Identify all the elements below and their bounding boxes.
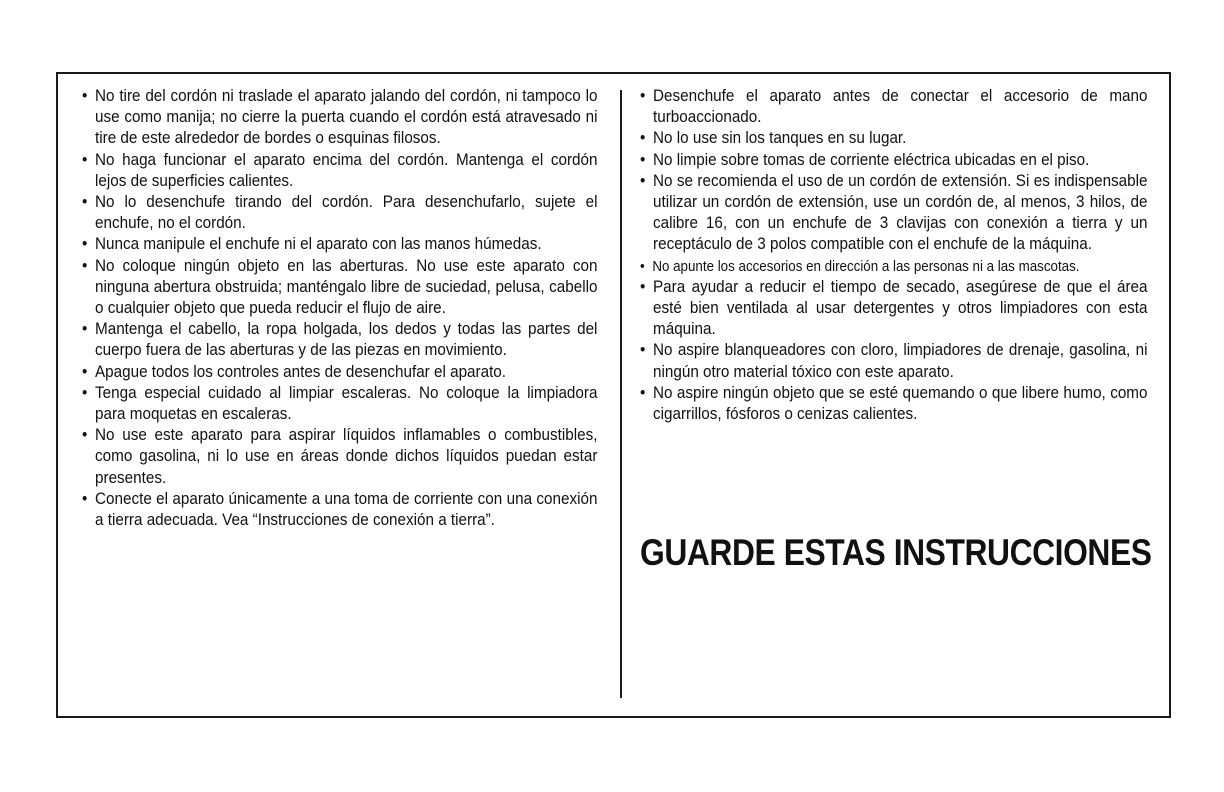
bullet-icon: • [640, 257, 645, 275]
list-item: • No coloque ningún objeto en las aberturas. No use este aparato con ninguna abertura obstruida; manténgalo libre de suciedad, pelusa, cabello o cualquier objeto que pueda reducir el flujo de aire. [82, 256, 598, 318]
bullet-icon: • [82, 489, 88, 508]
list-item: • No aspire blanqueadores con cloro, limpiadores de drenaje, gasolina, ni ningún otro material tóxico con este aparato. [640, 341, 1148, 381]
list-item: • No haga funcionar el aparato encima del cordón. Mantenga el cordón lejos de superficies calientes. [82, 150, 598, 190]
bullet-icon: • [640, 341, 646, 360]
list-item: • No tire del cordón ni traslade el aparato jalando del cordón, ni tampoco lo use como manija; no cierre la puerta cuando el cordón está atravesado ni tire de este alrededor de bordes o esquinas filosos. [82, 87, 598, 148]
list-item: • Para ayudar a reducir el tiempo de secado, asegúrese de que el área esté bien ventilada al usar detergentes y otros limpiadores con esta máquina. [640, 277, 1148, 339]
bullet-icon: • [82, 256, 88, 275]
bullet-icon: • [640, 277, 646, 296]
list-item: • Conecte el aparato únicamente a una toma de corriente con una conexión a tierra adecuada. Vea “Instrucciones de conexión a tierra”. [82, 489, 598, 530]
list-item: • No aspire ningún objeto que se esté quemando o que libere humo, como cigarrillos, fósforos o cenizas calientes. [640, 383, 1148, 424]
save-instructions-heading: GUARDE ESTAS INSTRUCCIONES [640, 532, 1152, 573]
right-safety-list [640, 86, 1150, 425]
left-safety-list [82, 86, 600, 531]
bullet-icon: • [640, 171, 646, 190]
bullet-icon: • [82, 320, 88, 339]
bullet-icon: • [82, 383, 88, 402]
list-item: • Nunca manipule el enchufe ni el aparato con las manos húmedas. [82, 234, 597, 255]
bullet-icon: • [82, 362, 88, 381]
bullet-icon: • [640, 87, 646, 105]
bullet-icon: • [82, 87, 88, 105]
column-divider [620, 90, 622, 698]
list-item: • No lo desenchufe tirando del cordón. Para desenchufarlo, sujete el enchufe, no el cordón. [82, 193, 598, 233]
list-item: • No se recomienda el uso de un cordón de extensión. Si es indispensable utilizar un cordón de extensión, use un cordón de, al menos, 3 hilos, de calibre 16, con un enchufe de 3 clavijas con conexión a tierra y un receptáculo de 3 polos compatible con el enchufe de la máquina. [640, 171, 1148, 254]
bullet-icon: • [82, 426, 88, 445]
bullet-icon: • [640, 383, 646, 402]
list-item: • No lo use sin los tanques en su lugar. [640, 128, 1147, 149]
list-item: • No use este aparato para aspirar líquidos inflamables o combustibles, como gasolina, ni lo use en áreas donde dichos líquidos puedan estar presentes. [82, 426, 598, 487]
list-item: • No limpie sobre tomas de corriente eléctrica ubicadas en el piso. [640, 150, 1147, 171]
bullet-icon: • [640, 129, 646, 148]
bullet-icon: • [82, 235, 88, 254]
list-item: • Tenga especial cuidado al limpiar escaleras. No coloque la limpiadora para moquetas en escaleras. [82, 383, 598, 424]
bullet-icon: • [640, 150, 646, 169]
bullet-icon: • [82, 150, 88, 169]
list-item: • Desenchufe el aparato antes de conectar el accesorio de mano turboaccionado. [640, 87, 1148, 127]
list-item: • Mantenga el cabello, la ropa holgada, los dedos y todas las partes del cuerpo fuera de las aberturas y de las piezas en movimiento. [82, 320, 598, 360]
bullet-icon: • [82, 193, 88, 212]
list-item: • No apunte los accesorios en dirección a las personas ni a las mascotas. [640, 256, 1147, 277]
list-item: • Apague todos los controles antes de desenchufar el aparato. [82, 362, 597, 383]
